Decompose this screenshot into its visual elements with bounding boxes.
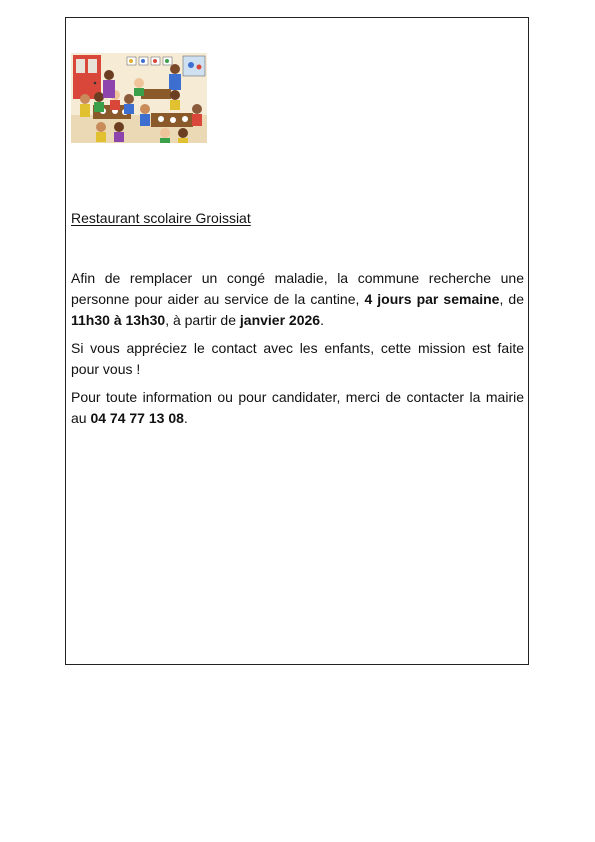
paragraph1-text-1: Afin de remplacer un congé maladie, la commune recherche une personne pour aider au service de la cantine, xyxy=(71,270,524,307)
paragraph-job-offer xyxy=(71,268,524,331)
start-date: janvier 2026 xyxy=(239,312,321,328)
phone-number: 04 74 77 13 08 xyxy=(90,410,184,426)
days-per-week: 4 jours par semaine xyxy=(364,291,500,307)
working-hours: 11h30 à 13h30 xyxy=(71,312,166,328)
paragraph3-text-1: Pour toute information ou pour candidater, merci de contacter la mairie au xyxy=(71,389,524,426)
document-body xyxy=(71,268,524,429)
paragraph-children-contact: Si vous appréciez le contact avec les enfants, cette mission est faite pour vous ! xyxy=(71,340,524,377)
paragraph1-text-2: , de xyxy=(499,291,524,307)
paragraph-contact xyxy=(71,387,524,429)
paragraph1-text-4: . xyxy=(320,312,324,328)
paragraph3-text-2: . xyxy=(183,410,188,426)
document-heading: Restaurant scolaire Groissiat xyxy=(71,210,251,226)
school-canteen-illustration xyxy=(71,53,207,143)
paragraph1-text-3: , à partir de xyxy=(165,312,240,328)
